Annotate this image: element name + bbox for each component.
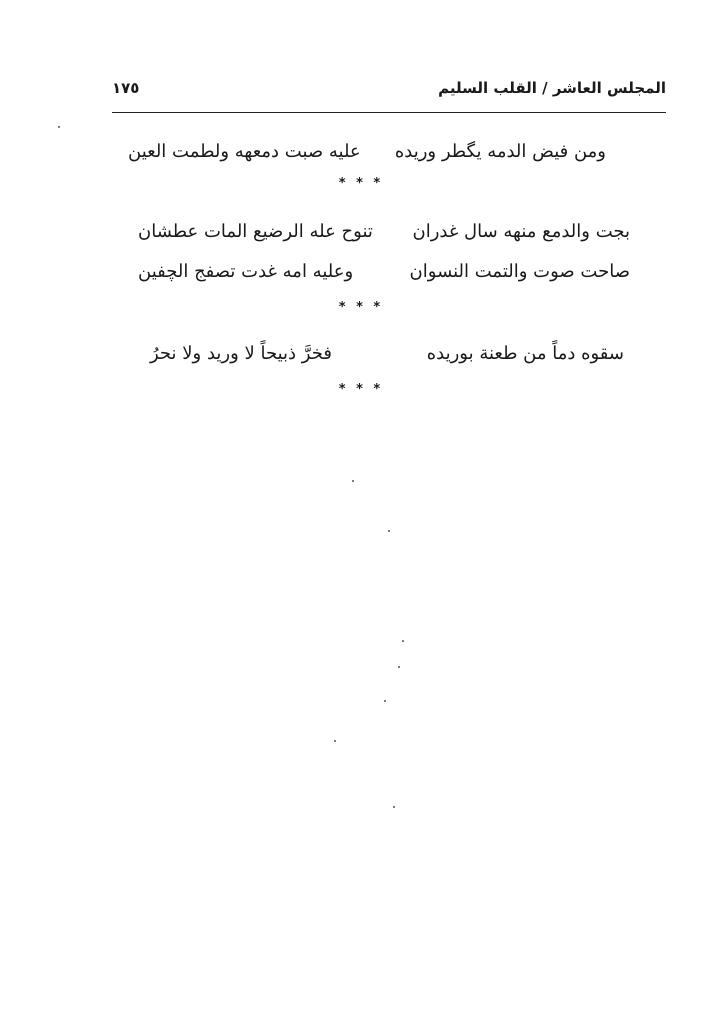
page-header <box>112 78 666 102</box>
verse-second-hemistich: وعليه امه غدت تصفج الچفين <box>138 261 354 282</box>
scan-speck <box>58 126 60 128</box>
verse-second-hemistich: تنوح عله الرضيع المات عطشان <box>138 221 373 242</box>
stanza-separator: * * * <box>338 382 384 397</box>
scan-speck <box>388 530 390 532</box>
verse-line <box>128 138 606 166</box>
stanza-separator: * * * <box>338 176 384 191</box>
scan-speck <box>384 700 386 702</box>
scan-speck <box>393 806 395 808</box>
scan-speck <box>352 480 354 482</box>
verse-line <box>138 218 630 246</box>
scan-speck <box>334 740 336 742</box>
verse-second-hemistich: فخرَّ ذبيحاً لا وريد ولا نحرُ <box>150 343 332 364</box>
verse-first-hemistich: ومن فيض الدمه يگطر وريده <box>394 141 606 162</box>
verse-first-hemistich: سقوه دماً من طعنة بوريده <box>426 343 624 364</box>
verse-line <box>150 340 624 368</box>
page-number: ١٧٥ <box>112 79 140 97</box>
verse-first-hemistich: بجت والدمع منهه سال غدران <box>412 221 630 242</box>
verse-second-hemistich: عليه صبت دمعهه ولطمت العين <box>128 141 361 162</box>
scan-speck <box>402 640 404 642</box>
verse-first-hemistich: صاحت صوت والتمت النسوان <box>409 261 630 282</box>
stanza-separator: * * * <box>338 300 384 315</box>
header-rule <box>112 112 666 113</box>
verse-line <box>138 258 630 286</box>
running-title: المجلس العاشر / القلب السليم <box>438 79 666 97</box>
scan-speck <box>398 666 400 668</box>
